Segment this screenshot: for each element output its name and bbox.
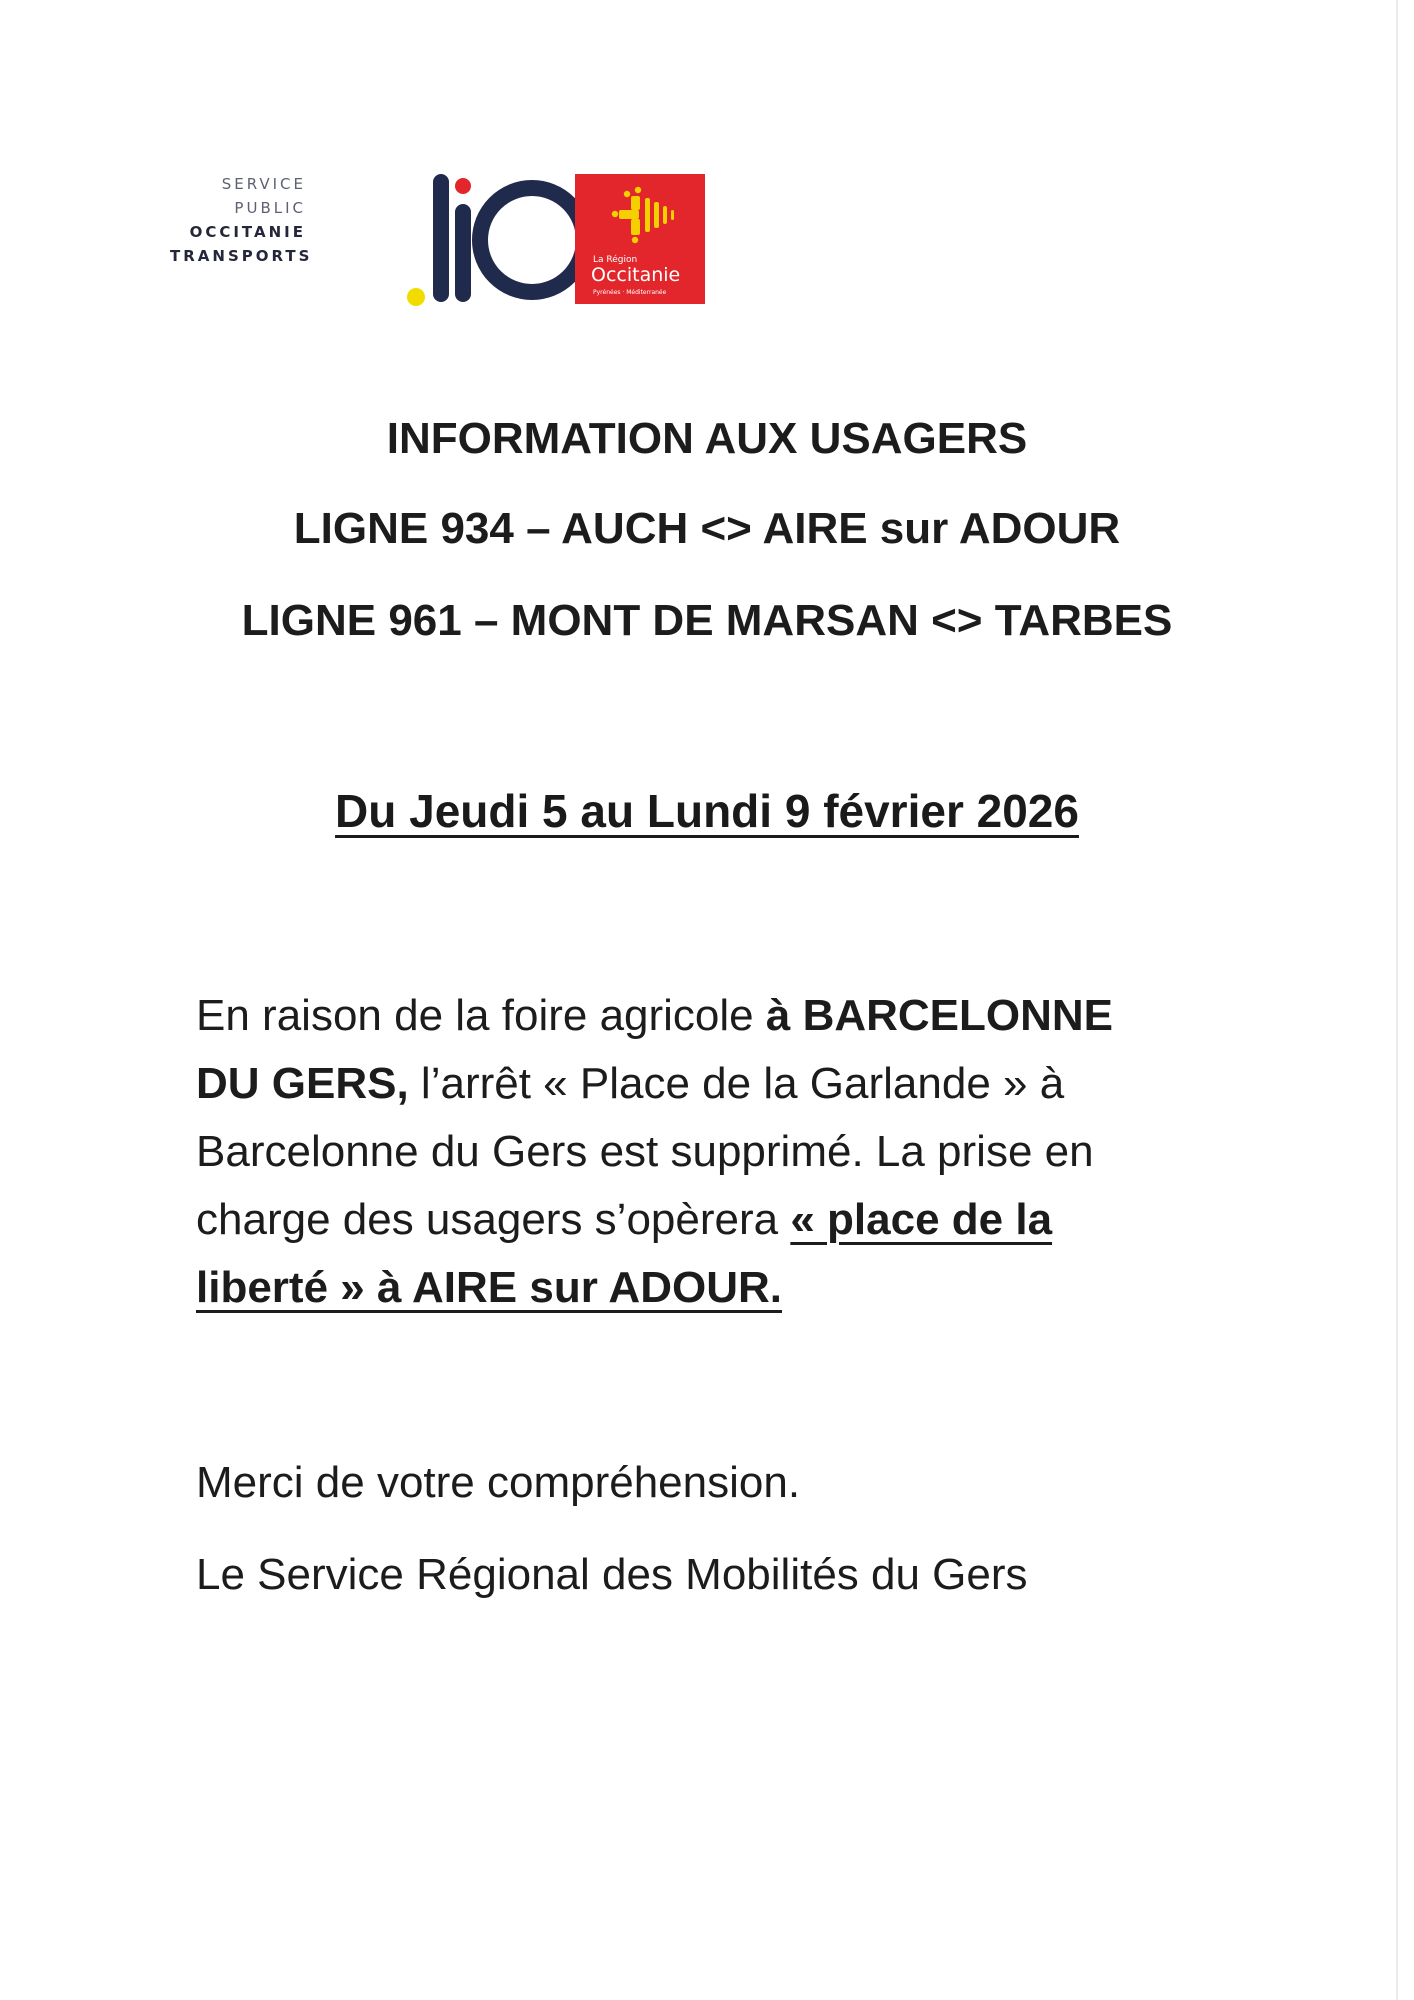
body-line — [196, 982, 1216, 1050]
svg-text:Occitanie: Occitanie — [591, 264, 681, 286]
tagline-word: TRANSPORTS — [170, 247, 313, 265]
body-line: Barcelonne du Gers est supprimé. La prise en — [196, 1127, 1094, 1176]
tagline-word: SERVICE — [221, 175, 306, 193]
lio-logo-icon — [288, 168, 608, 308]
tagline-word: OCCITANIE — [189, 223, 306, 241]
logo-block — [170, 168, 710, 318]
body-bold: à BARCELONNE — [765, 991, 1114, 1040]
body-text: charge des usagers s’opèrera — [196, 1195, 791, 1244]
svg-text:La Région: La Région — [593, 255, 638, 265]
body-line — [196, 1254, 1216, 1322]
svg-text:Pyrénées · Méditerranée: Pyrénées · Méditerranée — [593, 289, 667, 296]
signature-text: Le Service Régional des Mobilités du Gers — [196, 1550, 1028, 1599]
body-bold: DU GERS, — [196, 1059, 409, 1108]
line-934-heading: LIGNE 934 – AUCH <> AIRE sur ADOUR — [293, 504, 1121, 553]
line-961-heading: LIGNE 961 – MONT DE MARSAN <> TARBES — [241, 596, 1173, 645]
date-range — [0, 784, 1414, 838]
body-bold-underlined: liberté » à AIRE sur ADOUR. — [196, 1263, 782, 1312]
body-bold-underlined: « place de la — [790, 1195, 1053, 1244]
date-range-text: Du Jeudi 5 au Lundi 9 février 2026 — [335, 785, 1079, 837]
body-text: l’arrêt « Place de la Garlande » à — [408, 1059, 1065, 1108]
tagline-word: PUBLIC — [234, 199, 306, 217]
page-edge — [1396, 0, 1398, 2000]
body-text: En raison de la foire agricole — [196, 991, 766, 1040]
thanks-text: Merci de votre compréhension. — [196, 1458, 801, 1507]
occitanie-cross-icon — [575, 174, 705, 304]
notice-title: INFORMATION AUX USAGERS — [386, 414, 1028, 463]
body-line — [196, 1186, 1216, 1254]
lio-tagline — [170, 172, 313, 268]
body-line — [196, 1050, 1216, 1118]
notice-body — [196, 982, 1216, 1322]
